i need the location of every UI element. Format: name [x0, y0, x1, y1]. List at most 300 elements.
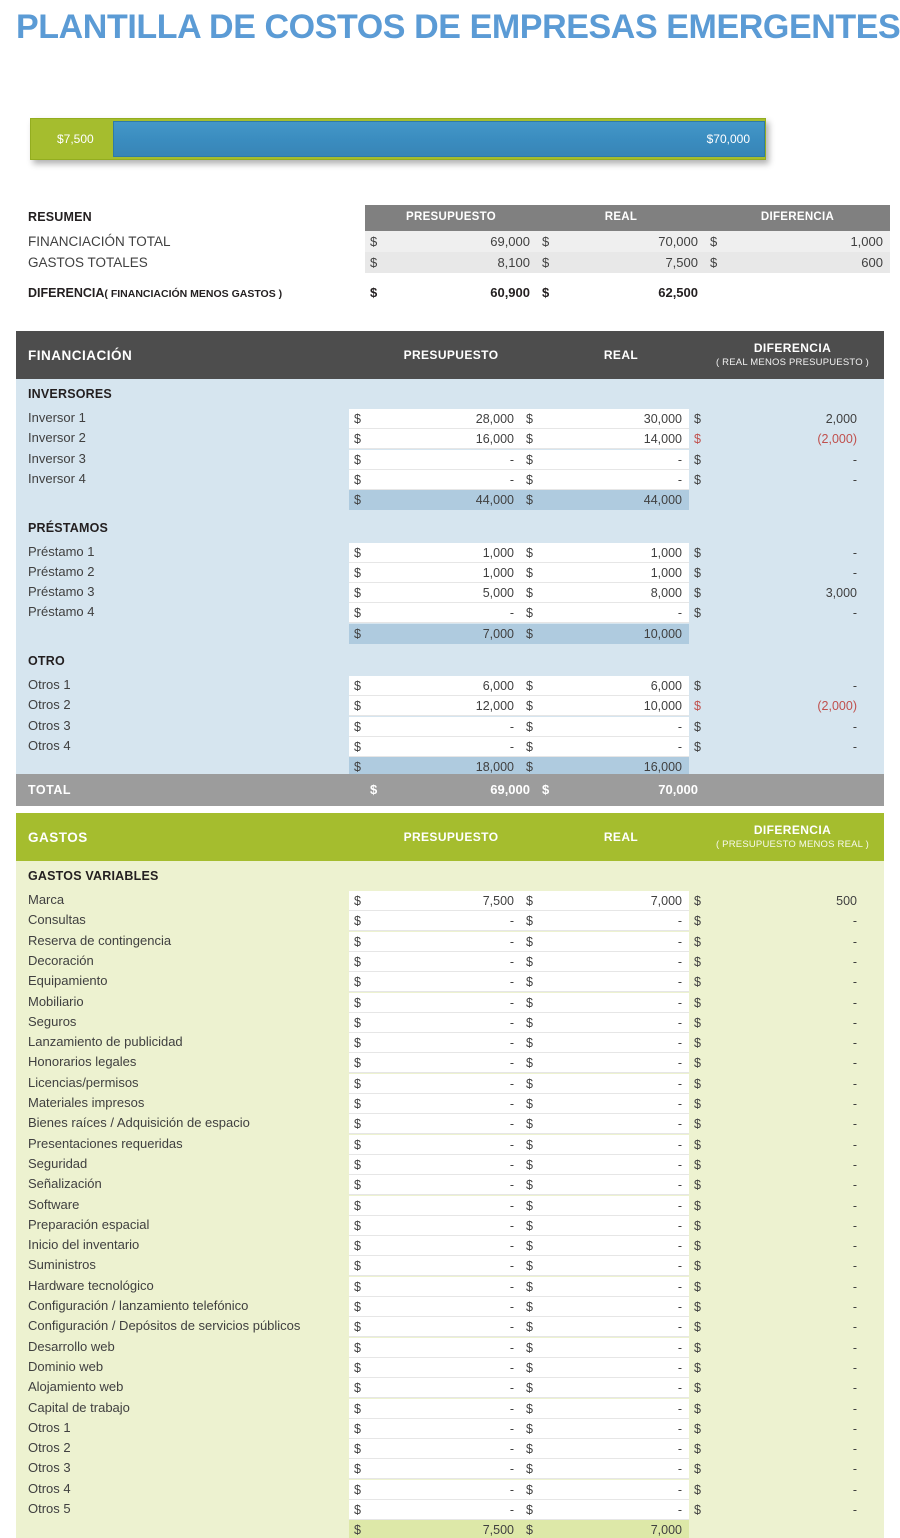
cell-diferencia[interactable] — [689, 696, 864, 716]
cell-real[interactable] — [521, 972, 689, 992]
currency-symbol: $ — [694, 1239, 701, 1254]
currency-symbol: $ — [370, 782, 378, 797]
cell-value: - — [677, 1259, 682, 1274]
financing-group-title: INVERSORES — [28, 387, 112, 401]
cell-real[interactable] — [521, 1297, 689, 1317]
cell-presupuesto[interactable] — [349, 1236, 521, 1256]
cell-value: - — [509, 1401, 514, 1416]
cell-value: - — [677, 995, 682, 1010]
cell-real[interactable] — [521, 1155, 689, 1175]
currency-symbol: $ — [694, 1157, 701, 1172]
cell-value: 44,000 — [643, 493, 682, 508]
cell-presupuesto[interactable] — [365, 231, 537, 252]
currency-symbol: $ — [694, 606, 701, 621]
currency-symbol: $ — [354, 1097, 361, 1111]
currency-symbol: $ — [354, 1462, 361, 1477]
cell-real[interactable] — [521, 952, 689, 972]
currency-symbol: $ — [694, 1015, 701, 1030]
cell-real[interactable] — [521, 1216, 689, 1236]
currency-symbol: $ — [354, 626, 361, 641]
financing-total-row — [16, 774, 884, 806]
cell-diferencia[interactable] — [689, 932, 864, 952]
row-label: Materiales impresos — [28, 1095, 145, 1110]
cell-presupuesto[interactable] — [349, 911, 521, 931]
currency-symbol: $ — [354, 1036, 361, 1051]
cell-presupuesto[interactable] — [349, 409, 521, 429]
currency-symbol: $ — [526, 586, 533, 601]
cell-presupuesto[interactable] — [349, 1500, 521, 1520]
cell-value: - — [852, 1198, 857, 1213]
currency-symbol: $ — [694, 545, 701, 560]
difference-label-main: DIFERENCIA — [28, 286, 105, 300]
expenses-group-title: GASTOS VARIABLES — [28, 869, 159, 883]
financing-body — [16, 379, 884, 774]
cell-value: - — [677, 1340, 682, 1355]
cell-presupuesto[interactable] — [349, 1399, 521, 1419]
cell-real[interactable] — [521, 1399, 689, 1419]
currency-symbol: $ — [710, 234, 718, 249]
currency-symbol: $ — [694, 1218, 701, 1233]
currency-symbol: $ — [526, 1320, 533, 1335]
cell-value: 69,000 — [490, 234, 530, 249]
financing-header — [16, 331, 884, 379]
difference-cell-real[interactable] — [537, 285, 705, 305]
currency-symbol: $ — [526, 1300, 533, 1314]
cell-diferencia[interactable] — [689, 1175, 864, 1195]
cell-diferencia[interactable] — [689, 450, 864, 470]
cell-presupuesto[interactable] — [365, 252, 537, 273]
cell-value: - — [509, 1381, 514, 1396]
cell-diferencia[interactable] — [689, 583, 864, 603]
cell-diferencia[interactable] — [689, 1419, 864, 1439]
cell-real[interactable] — [521, 450, 689, 470]
cell-value: - — [677, 1401, 682, 1416]
cell-real[interactable] — [521, 993, 689, 1013]
cell-diferencia[interactable] — [689, 1053, 864, 1073]
currency-symbol: $ — [354, 1076, 361, 1091]
cell-real[interactable] — [521, 1114, 689, 1134]
cell-value: 500 — [836, 894, 857, 908]
cell-real[interactable] — [521, 737, 689, 757]
currency-symbol: $ — [526, 1340, 533, 1355]
cell-presupuesto[interactable] — [349, 1196, 521, 1216]
subtotal-real[interactable] — [521, 490, 689, 510]
cell-diferencia[interactable] — [689, 409, 864, 429]
cell-real[interactable] — [521, 1135, 689, 1155]
currency-symbol: $ — [542, 782, 550, 797]
cell-presupuesto[interactable] — [349, 1317, 521, 1337]
cell-value: - — [509, 914, 514, 929]
cell-value: - — [677, 452, 682, 467]
cell-presupuesto[interactable] — [349, 1094, 521, 1114]
cell-presupuesto[interactable] — [349, 1155, 521, 1175]
cell-diferencia[interactable] — [689, 952, 864, 972]
cell-diferencia[interactable] — [689, 543, 864, 563]
cell-real[interactable] — [521, 1378, 689, 1398]
cell-real[interactable] — [521, 676, 689, 696]
cell-real[interactable] — [521, 696, 689, 716]
cell-diferencia[interactable] — [689, 470, 864, 490]
cell-value: - — [677, 1117, 682, 1132]
cell-diferencia[interactable] — [689, 1256, 864, 1276]
cell-real[interactable] — [537, 252, 705, 273]
cell-value: - — [852, 1340, 857, 1355]
cell-presupuesto[interactable] — [349, 1277, 521, 1297]
cell-diferencia[interactable] — [689, 1216, 864, 1236]
row-label: Mobiliario — [28, 993, 84, 1009]
cell-real[interactable] — [521, 1338, 689, 1358]
cell-diferencia[interactable] — [689, 891, 864, 911]
currency-symbol: $ — [354, 432, 361, 447]
cell-presupuesto[interactable] — [349, 1256, 521, 1276]
currency-symbol: $ — [526, 565, 533, 580]
cell-real[interactable] — [521, 1459, 689, 1479]
row-label: Préstamo 3 — [28, 584, 95, 600]
cell-value: 5,000 — [482, 586, 514, 601]
currency-symbol: $ — [694, 1137, 701, 1152]
currency-symbol: $ — [354, 1239, 361, 1254]
currency-symbol: $ — [526, 1178, 533, 1193]
row-label: Otros 2 — [28, 1440, 71, 1456]
currency-symbol: $ — [526, 412, 533, 426]
cell-diferencia[interactable] — [689, 429, 864, 449]
chart-label-funding: $70,000 — [706, 132, 750, 146]
cell-diferencia[interactable] — [689, 1500, 864, 1520]
cell-real[interactable] — [521, 409, 689, 429]
row-label: Reserva de contingencia — [28, 932, 172, 948]
cell-real[interactable] — [521, 1439, 689, 1459]
cell-presupuesto[interactable] — [349, 1480, 521, 1500]
cell-value: 62,500 — [658, 285, 698, 300]
cell-presupuesto[interactable] — [349, 1216, 521, 1236]
cell-diferencia[interactable] — [689, 1338, 864, 1358]
currency-symbol: $ — [526, 1279, 533, 1294]
subtotal-presupuesto[interactable] — [349, 1520, 521, 1538]
cell-presupuesto[interactable] — [349, 563, 521, 583]
cell-real[interactable] — [521, 1256, 689, 1276]
cell-value: - — [509, 954, 514, 969]
cell-presupuesto[interactable] — [349, 737, 521, 757]
currency-symbol: $ — [526, 432, 533, 447]
cell-real[interactable] — [521, 1236, 689, 1256]
cell-value: - — [852, 1360, 857, 1375]
cell-presupuesto[interactable] — [349, 676, 521, 696]
cell-real[interactable] — [537, 231, 705, 252]
cell-real[interactable] — [521, 1033, 689, 1053]
currency-symbol: $ — [694, 565, 701, 580]
financing-group-title: PRÉSTAMOS — [28, 520, 109, 535]
cell-presupuesto[interactable] — [349, 603, 521, 623]
cell-diferencia[interactable] — [689, 1459, 864, 1479]
cell-value: - — [852, 995, 857, 1010]
currency-symbol: $ — [694, 699, 701, 714]
cell-real[interactable] — [521, 1094, 689, 1114]
currency-symbol: $ — [354, 545, 361, 560]
currency-symbol: $ — [370, 234, 378, 249]
currency-symbol: $ — [694, 1320, 701, 1335]
cell-real[interactable] — [521, 891, 689, 911]
cell-diferencia[interactable] — [689, 1033, 864, 1053]
cell-presupuesto[interactable] — [349, 891, 521, 911]
cell-diferencia[interactable] — [689, 1439, 864, 1459]
cell-value: - — [852, 739, 857, 754]
cell-presupuesto[interactable] — [349, 1175, 521, 1195]
cell-real[interactable] — [521, 563, 689, 583]
cell-presupuesto[interactable] — [349, 1135, 521, 1155]
row-label: Señalización — [28, 1176, 102, 1192]
currency-symbol: $ — [526, 1036, 533, 1051]
difference-label-sub: ( FINANCIACIÓN MENOS GASTOS ) — [104, 288, 283, 300]
cell-presupuesto[interactable] — [349, 952, 521, 972]
currency-symbol: $ — [354, 1482, 361, 1497]
cell-real[interactable] — [521, 583, 689, 603]
cell-presupuesto[interactable] — [349, 1114, 521, 1134]
table-row — [0, 252, 900, 273]
currency-symbol: $ — [694, 586, 701, 601]
currency-symbol: $ — [526, 1462, 533, 1477]
expenses-col-real: REAL — [603, 830, 639, 844]
currency-symbol: $ — [354, 1218, 361, 1233]
cell-presupuesto[interactable] — [349, 583, 521, 603]
currency-symbol: $ — [694, 679, 701, 693]
cell-real[interactable] — [521, 1317, 689, 1337]
currency-symbol: $ — [694, 1503, 701, 1517]
expenses-col-diferencia-sub: ( PRESUPUESTO MENOS REAL ) — [715, 839, 869, 850]
currency-symbol: $ — [694, 472, 701, 487]
cell-diferencia[interactable] — [689, 1317, 864, 1337]
cell-real[interactable] — [521, 543, 689, 563]
cell-diferencia[interactable] — [689, 1094, 864, 1114]
cell-presupuesto[interactable] — [349, 932, 521, 952]
cell-diferencia[interactable] — [689, 1297, 864, 1317]
cell-diferencia[interactable] — [689, 1074, 864, 1094]
summary-col-diferencia: DIFERENCIA — [760, 211, 835, 223]
cell-diferencia[interactable] — [689, 603, 864, 623]
cell-real[interactable] — [521, 1419, 689, 1439]
summary-col-real: REAL — [604, 211, 638, 223]
cell-real[interactable] — [521, 1175, 689, 1195]
currency-symbol: $ — [354, 1117, 361, 1132]
subtotal-real[interactable] — [521, 624, 689, 644]
financing-col-diferencia-main: DIFERENCIA — [753, 341, 832, 355]
currency-symbol: $ — [526, 934, 533, 949]
cell-presupuesto[interactable] — [349, 1053, 521, 1073]
cell-value: 7,000 — [482, 626, 514, 641]
cell-presupuesto[interactable] — [349, 1297, 521, 1317]
row-label: Inversor 3 — [28, 450, 86, 466]
cell-value: - — [852, 472, 857, 487]
cell-presupuesto[interactable] — [349, 450, 521, 470]
row-label: Inversor 4 — [28, 470, 86, 486]
cell-presupuesto[interactable] — [349, 993, 521, 1013]
currency-symbol: $ — [526, 1523, 533, 1538]
cell-presupuesto[interactable] — [349, 1419, 521, 1439]
cell-value: 18,000 — [475, 760, 514, 775]
cell-diferencia[interactable] — [689, 1236, 864, 1256]
cell-value: - — [852, 1503, 857, 1517]
cell-diferencia[interactable] — [689, 972, 864, 992]
subtotal-presupuesto[interactable] — [349, 624, 521, 644]
currency-symbol: $ — [694, 1482, 701, 1497]
cell-real[interactable] — [521, 1500, 689, 1520]
difference-cell-presupuesto[interactable] — [365, 285, 537, 305]
cell-presupuesto[interactable] — [349, 972, 521, 992]
cell-diferencia[interactable] — [689, 1378, 864, 1398]
cell-diferencia[interactable] — [689, 1135, 864, 1155]
summary-col-presupuesto: PRESUPUESTO — [406, 211, 496, 223]
row-label: Alojamiento web — [28, 1379, 124, 1395]
currency-symbol: $ — [354, 1137, 361, 1152]
cell-real[interactable] — [521, 1358, 689, 1378]
cell-value: (2,000) — [817, 699, 857, 714]
cell-diferencia[interactable] — [689, 717, 864, 737]
financing-title: FINANCIACIÓN — [28, 348, 133, 363]
currency-symbol: $ — [526, 452, 533, 467]
currency-symbol: $ — [694, 1340, 701, 1355]
row-label: Otros 2 — [28, 697, 71, 713]
summary-row-label: FINANCIACIÓN TOTAL — [28, 234, 171, 249]
cell-presupuesto[interactable] — [349, 1013, 521, 1033]
cell-value: 10,000 — [643, 626, 682, 641]
cell-real[interactable] — [521, 429, 689, 449]
cell-presupuesto[interactable] — [349, 1033, 521, 1053]
currency-symbol: $ — [526, 975, 533, 990]
cell-value: - — [677, 1218, 682, 1233]
financing-col-diferencia-sub: ( REAL MENOS PRESUPUESTO ) — [715, 357, 869, 368]
cell-presupuesto[interactable] — [349, 1358, 521, 1378]
subtotal-real[interactable] — [521, 1520, 689, 1538]
cell-diferencia[interactable] — [689, 1013, 864, 1033]
currency-symbol: $ — [526, 626, 533, 641]
row-label: Configuración / Depósitos de servicios públicos — [28, 1318, 301, 1334]
chart-bar-funding — [113, 121, 765, 157]
currency-symbol: $ — [526, 760, 533, 775]
cell-diferencia[interactable] — [689, 1196, 864, 1216]
difference-label — [28, 286, 282, 300]
currency-symbol: $ — [694, 412, 701, 426]
cell-value: - — [509, 1360, 514, 1375]
currency-symbol: $ — [694, 1360, 701, 1375]
cell-real[interactable] — [521, 932, 689, 952]
cell-diferencia[interactable] — [689, 1399, 864, 1419]
cell-value: 8,100 — [497, 255, 530, 270]
row-label: Presentaciones requeridas — [28, 1135, 183, 1151]
cell-diferencia[interactable] — [689, 1114, 864, 1134]
currency-symbol: $ — [694, 1300, 701, 1314]
cell-presupuesto[interactable] — [349, 1439, 521, 1459]
summary-table — [0, 205, 900, 309]
cell-diferencia[interactable] — [689, 911, 864, 931]
cell-value: - — [677, 1178, 682, 1193]
cell-diferencia[interactable] — [689, 676, 864, 696]
currency-symbol: $ — [370, 285, 378, 300]
cell-presupuesto[interactable] — [349, 470, 521, 490]
cell-presupuesto[interactable] — [349, 1074, 521, 1094]
currency-symbol: $ — [354, 699, 361, 714]
currency-symbol: $ — [354, 1360, 361, 1375]
cell-value: 14,000 — [643, 432, 682, 447]
currency-symbol: $ — [354, 719, 361, 734]
cell-real[interactable] — [521, 1277, 689, 1297]
currency-symbol: $ — [694, 1097, 701, 1111]
cell-diferencia[interactable] — [705, 231, 890, 252]
cell-diferencia[interactable] — [689, 1277, 864, 1297]
cell-value: - — [677, 472, 682, 487]
cell-presupuesto[interactable] — [349, 1459, 521, 1479]
cell-value: - — [677, 1300, 682, 1314]
cell-diferencia[interactable] — [705, 252, 890, 273]
currency-symbol: $ — [694, 1442, 701, 1457]
cell-presupuesto[interactable] — [349, 717, 521, 737]
currency-symbol: $ — [526, 894, 533, 908]
row-label: Capital de trabajo — [28, 1399, 130, 1415]
currency-symbol: $ — [354, 1056, 361, 1071]
cell-value: 70,000 — [658, 782, 698, 797]
currency-symbol: $ — [694, 1462, 701, 1477]
cell-value: - — [509, 1279, 514, 1294]
cell-value: - — [509, 1259, 514, 1274]
cell-value: 2,000 — [825, 412, 857, 426]
cell-value: - — [852, 1178, 857, 1193]
cell-diferencia[interactable] — [689, 1358, 864, 1378]
cell-value: 16,000 — [475, 432, 514, 447]
cell-value: - — [852, 1056, 857, 1071]
summary-row-label: GASTOS TOTALES — [28, 255, 148, 270]
cell-value: - — [852, 975, 857, 990]
cell-value: - — [852, 719, 857, 734]
currency-symbol: $ — [354, 1300, 361, 1314]
subtotal-presupuesto[interactable] — [349, 490, 521, 510]
cell-value: - — [509, 1076, 514, 1091]
row-label: Otros 4 — [28, 737, 71, 753]
currency-symbol: $ — [526, 1503, 533, 1517]
row-label: Préstamo 2 — [28, 563, 95, 579]
cell-presupuesto[interactable] — [349, 1338, 521, 1358]
cell-real[interactable] — [521, 603, 689, 623]
cell-presupuesto[interactable] — [349, 543, 521, 563]
currency-symbol: $ — [694, 1076, 701, 1091]
financing-col-real: REAL — [603, 348, 639, 362]
cell-diferencia[interactable] — [689, 737, 864, 757]
cell-real[interactable] — [521, 1196, 689, 1216]
cell-real[interactable] — [521, 1013, 689, 1033]
cell-value: - — [509, 1462, 514, 1477]
cell-real[interactable] — [521, 717, 689, 737]
currency-symbol: $ — [526, 1442, 533, 1457]
cell-real[interactable] — [521, 911, 689, 931]
cell-value: - — [677, 739, 682, 754]
cell-value: - — [509, 719, 514, 734]
cell-value: - — [852, 934, 857, 949]
currency-symbol: $ — [694, 975, 701, 990]
cell-presupuesto[interactable] — [349, 1378, 521, 1398]
currency-symbol: $ — [694, 719, 701, 734]
currency-symbol: $ — [694, 1056, 701, 1071]
cell-diferencia[interactable] — [689, 993, 864, 1013]
cell-real[interactable] — [521, 1074, 689, 1094]
cell-presupuesto[interactable] — [349, 429, 521, 449]
cell-real[interactable] — [521, 1480, 689, 1500]
cell-real[interactable] — [521, 470, 689, 490]
currency-symbol: $ — [694, 954, 701, 969]
cell-diferencia[interactable] — [689, 563, 864, 583]
row-label: Equipamiento — [28, 973, 108, 989]
cell-diferencia[interactable] — [689, 1155, 864, 1175]
cell-presupuesto[interactable] — [349, 696, 521, 716]
cell-diferencia[interactable] — [689, 1480, 864, 1500]
cell-value: - — [852, 1259, 857, 1274]
cell-real[interactable] — [521, 1053, 689, 1073]
